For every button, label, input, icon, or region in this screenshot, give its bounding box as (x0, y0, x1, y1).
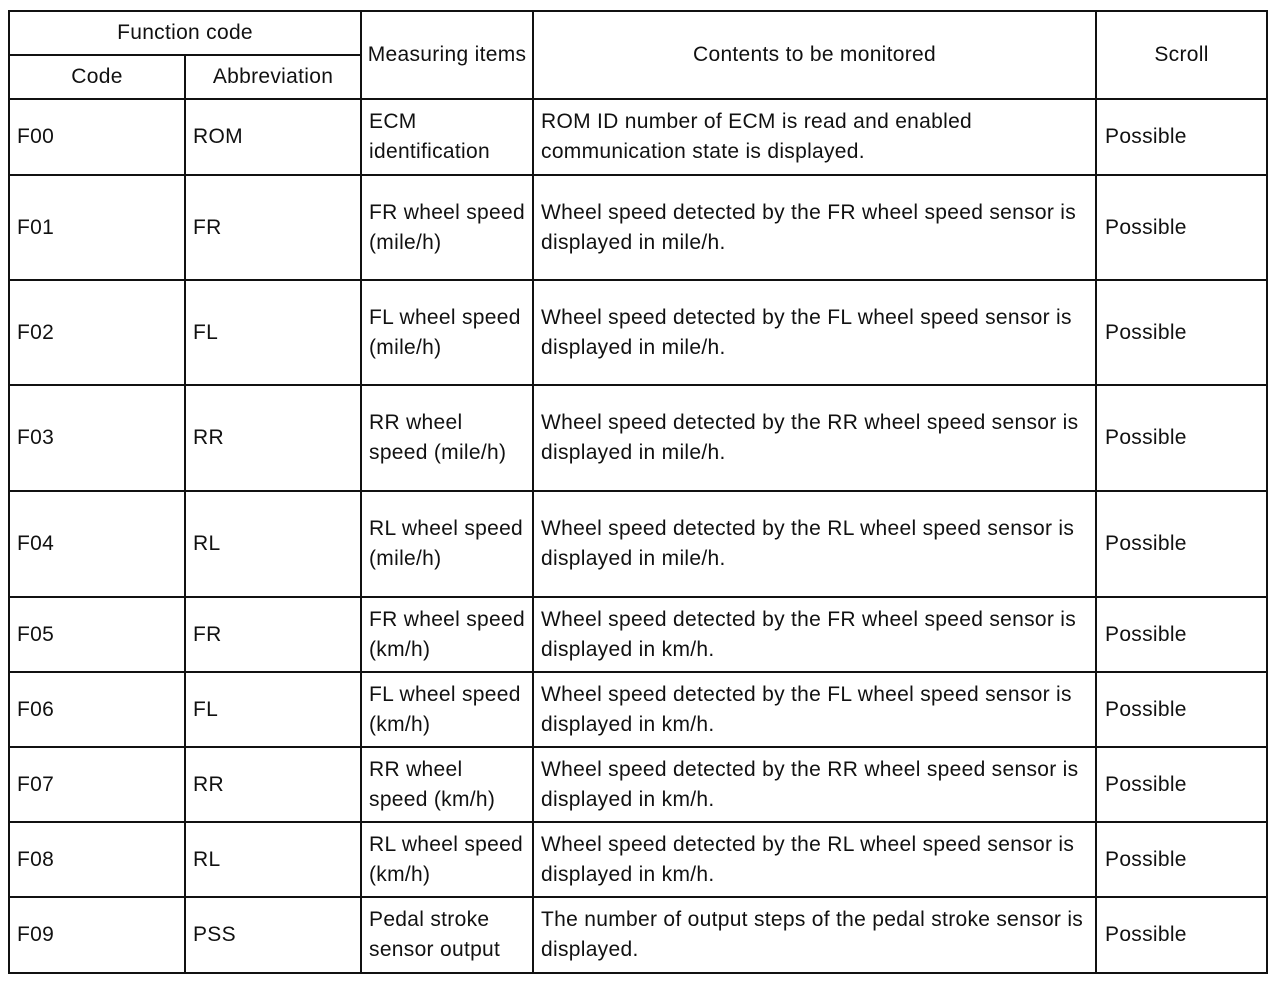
table-row (9, 897, 1267, 973)
table-header (9, 11, 1267, 99)
row-contents: Wheel speed detected by the RL wheel speed sensor is displayed in km/h. (533, 822, 1096, 897)
table-row (9, 822, 1267, 897)
row-contents: Wheel speed detected by the FR wheel speed sensor is displayed in mile/h. (533, 175, 1096, 280)
row-contents: Wheel speed detected by the FR wheel speed sensor is displayed in km/h. (533, 597, 1096, 672)
row-code: F09 (9, 897, 185, 973)
row-abbreviation: FR (185, 175, 361, 280)
row-scroll: Possible (1096, 385, 1267, 491)
row-contents: ROM ID number of ECM is read and enabled communication state is displayed. (533, 99, 1096, 175)
row-abbreviation: RR (185, 385, 361, 491)
row-contents: Wheel speed detected by the RR wheel speed sensor is displayed in km/h. (533, 747, 1096, 822)
header-function-code: Function code (9, 11, 361, 55)
row-code: F02 (9, 280, 185, 385)
row-abbreviation: FL (185, 672, 361, 747)
table-row (9, 280, 1267, 385)
row-measuring-item: FL wheel speed (mile/h) (361, 280, 533, 385)
row-abbreviation: ROM (185, 99, 361, 175)
row-scroll: Possible (1096, 597, 1267, 672)
row-abbreviation: FL (185, 280, 361, 385)
row-measuring-item: RR wheel speed (km/h) (361, 747, 533, 822)
row-code: F06 (9, 672, 185, 747)
row-code: F04 (9, 491, 185, 597)
row-measuring-item: FL wheel speed (km/h) (361, 672, 533, 747)
row-scroll: Possible (1096, 822, 1267, 897)
row-abbreviation: FR (185, 597, 361, 672)
table-row (9, 747, 1267, 822)
header-measuring-items: Measuring items (361, 11, 533, 99)
row-measuring-item: ECM identification (361, 99, 533, 175)
row-abbreviation: RL (185, 822, 361, 897)
table-body (9, 99, 1267, 973)
header-code: Code (9, 55, 185, 99)
row-contents: Wheel speed detected by the RR wheel speed sensor is displayed in mile/h. (533, 385, 1096, 491)
row-abbreviation: PSS (185, 897, 361, 973)
row-measuring-item: FR wheel speed (km/h) (361, 597, 533, 672)
function-code-table (8, 10, 1268, 974)
row-scroll: Possible (1096, 491, 1267, 597)
row-measuring-item: RL wheel speed (mile/h) (361, 491, 533, 597)
row-measuring-item: FR wheel speed (mile/h) (361, 175, 533, 280)
row-scroll: Possible (1096, 99, 1267, 175)
row-measuring-item: Pedal stroke sensor output (361, 897, 533, 973)
header-scroll: Scroll (1096, 11, 1267, 99)
row-scroll: Possible (1096, 747, 1267, 822)
table-row (9, 597, 1267, 672)
row-contents: Wheel speed detected by the FL wheel speed sensor is displayed in mile/h. (533, 280, 1096, 385)
row-scroll: Possible (1096, 672, 1267, 747)
row-code: F00 (9, 99, 185, 175)
table-row (9, 385, 1267, 491)
row-contents: Wheel speed detected by the RL wheel speed sensor is displayed in mile/h. (533, 491, 1096, 597)
table-row (9, 491, 1267, 597)
row-code: F08 (9, 822, 185, 897)
row-scroll: Possible (1096, 897, 1267, 973)
row-scroll: Possible (1096, 175, 1267, 280)
row-code: F03 (9, 385, 185, 491)
header-contents: Contents to be monitored (533, 11, 1096, 99)
row-abbreviation: RL (185, 491, 361, 597)
row-code: F01 (9, 175, 185, 280)
table-row (9, 99, 1267, 175)
row-measuring-item: RL wheel speed (km/h) (361, 822, 533, 897)
header-abbreviation: Abbreviation (185, 55, 361, 99)
row-code: F07 (9, 747, 185, 822)
table-row (9, 175, 1267, 280)
row-scroll: Possible (1096, 280, 1267, 385)
row-abbreviation: RR (185, 747, 361, 822)
row-measuring-item: RR wheel speed (mile/h) (361, 385, 533, 491)
row-contents: Wheel speed detected by the FL wheel speed sensor is displayed in km/h. (533, 672, 1096, 747)
row-code: F05 (9, 597, 185, 672)
row-contents: The number of output steps of the pedal stroke sensor is displayed. (533, 897, 1096, 973)
table-row (9, 672, 1267, 747)
